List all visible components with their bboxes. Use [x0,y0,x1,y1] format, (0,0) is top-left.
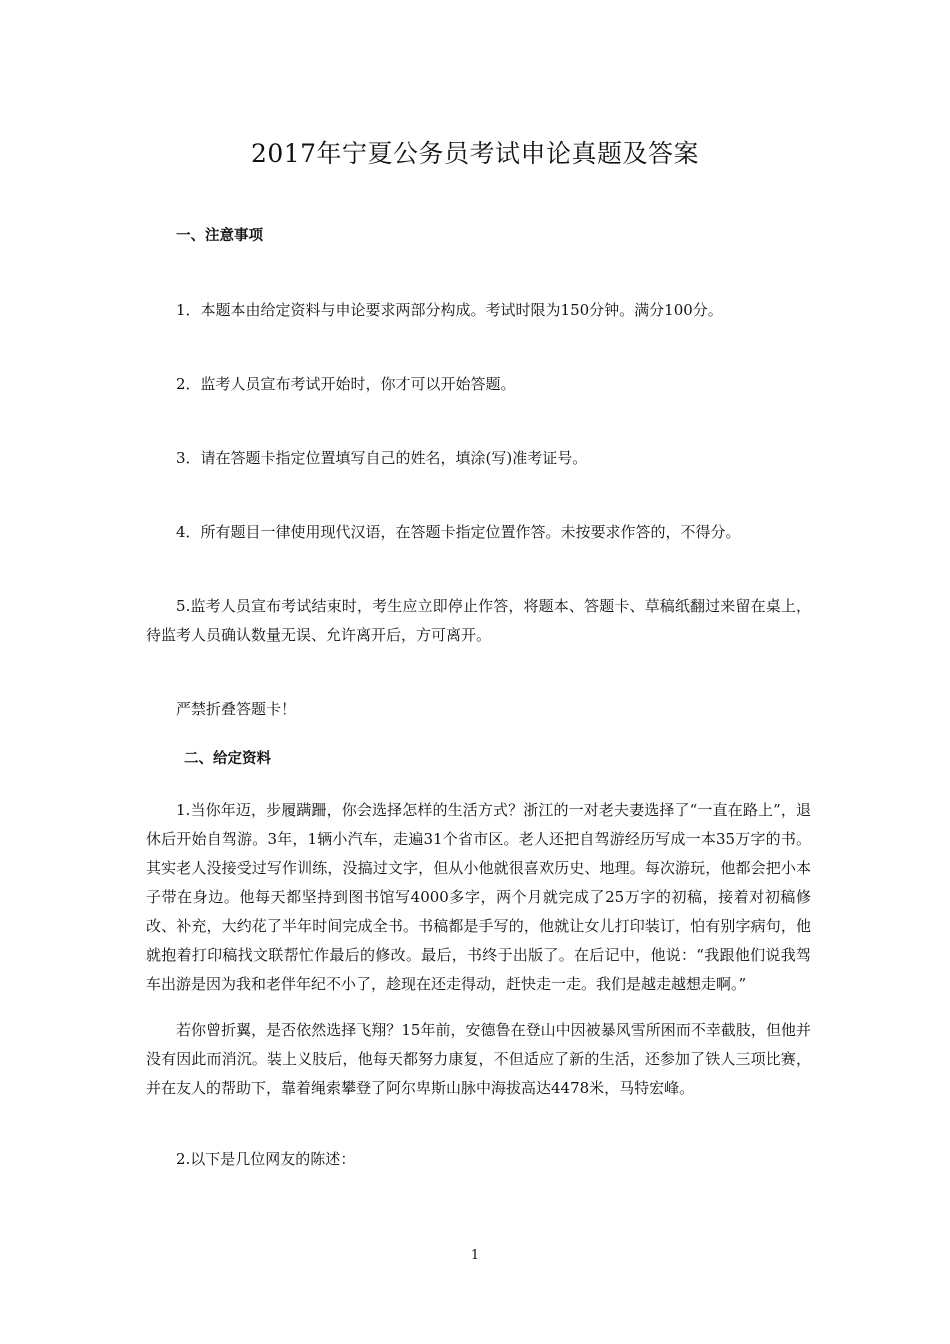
section-heading-notes: 一、注意事项 [176,228,263,244]
note-item-2: 2．监考人员宣布考试开始时，你才可以开始答题。 [176,375,516,393]
material-paragraph-3: 2.以下是几位网友的陈述： [176,1150,356,1168]
material-paragraph-1: 1.当你年迈，步履蹒跚，你会选择怎样的生活方式？浙江的一对老夫妻选择了“一直在路上”，退休后开始自驾游。3年，1辆小汽车，走遍31个省市区。老人还把自驾游经历写成一本35万字的书。其实老人没接受过写作训练，没搞过文字，但从小他就很喜欢历史、地理。每次游玩，他都会把小本子带在身边。他每天都坚持到图书馆写4000多字，两个月就完成了25万字的初稿，接着对初稿修改、补充，大约花了半年时间完成全书。书稿都是手写的，他就让女儿打印装订，怕有别字病句，他就抱着打印稿找文联帮忙作最后的修改。最后，书终于出版了。在后记中，他说：“我跟他们说我驾车出游是因为我和老伴年纪不小了，趁现在还走得动，赶快走一走。我们是越走越想走啊。” [146,801,811,993]
note-item-3: 3．请在答题卡指定位置填写自己的姓名，填涂(写)准考证号。 [176,449,588,467]
warning-text: 严禁折叠答题卡！ [176,700,297,718]
note-item-5: 5.监考人员宣布考试结束时，考生应立即停止作答，将题本、答题卡、草稿纸翻过来留在桌上，待监考人员确认数量无误、允许离开后，方可离开。 [146,597,811,644]
note-item-4: 4．所有题目一律使用现代汉语，在答题卡指定位置作答。未按要求作答的，不得分。 [176,523,741,541]
section-heading-materials: 二、给定资料 [184,751,271,767]
page-number: 1 [470,1248,480,1263]
material-paragraph-2: 若你曾折翼，是否依然选择飞翔？15年前，安德鲁在登山中因被暴风雪所困而不幸截肢，但他并没有因此而消沉。装上义肢后，他每天都努力康复，不但适应了新的生活，还参加了铁人三项比赛，并在友人的帮助下，靠着绳索攀登了阿尔卑斯山脉中海拔高达4478米，马特宏峰。 [146,1021,811,1097]
page-title: 2017年宁夏公务员考试申论真题及答案 [250,139,700,168]
note-item-1: 1．本题本由给定资料与申论要求两部分构成。考试时限为150分钟。满分100分。 [176,301,723,319]
